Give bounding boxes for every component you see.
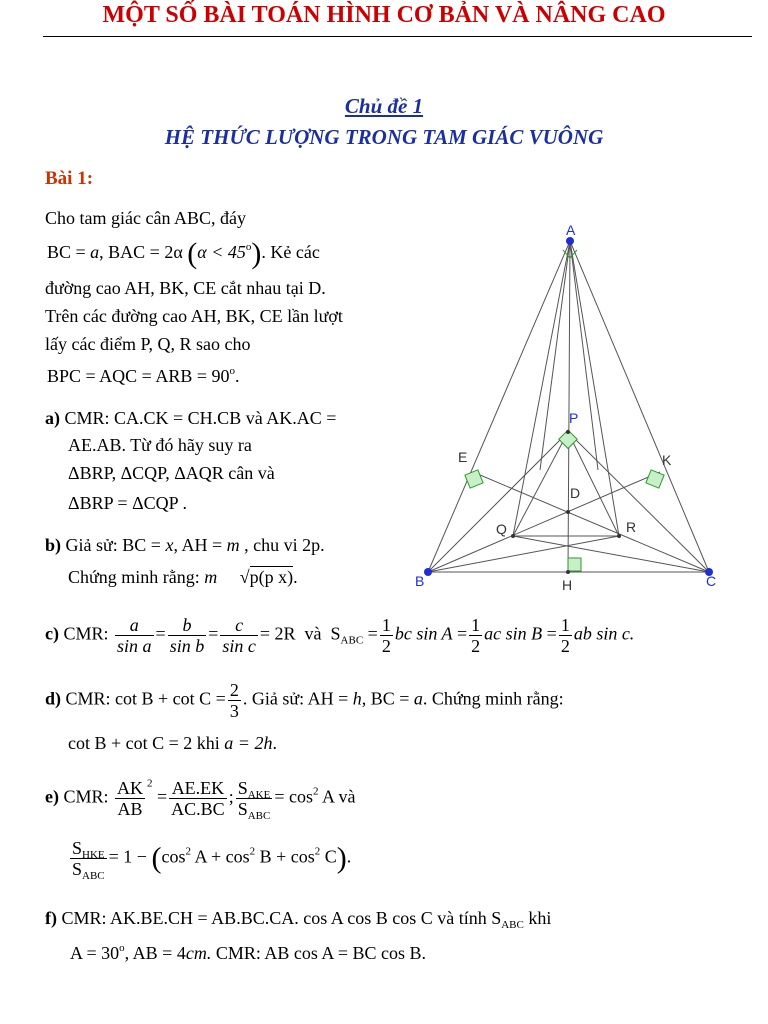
point-r bbox=[617, 534, 621, 538]
label-h: H bbox=[562, 577, 573, 593]
part-a-line-4: ΔBRP = ΔCQP . bbox=[68, 493, 188, 513]
intro-line-5: lấy các điểm P, Q, R sao cho bbox=[45, 334, 251, 354]
point-q bbox=[511, 534, 515, 538]
exercise-label: Bài 1: bbox=[45, 168, 94, 189]
triangle-figure bbox=[410, 220, 730, 595]
part-d-line-2: cot B + cot C = 2 khi a = 2h. bbox=[68, 733, 277, 753]
segment-br bbox=[428, 536, 619, 572]
label-c: C bbox=[706, 573, 717, 589]
part-a-line-1: a) CMR: CA.CK = CH.CB và AK.AC = bbox=[45, 408, 337, 428]
label-a: A bbox=[566, 222, 576, 238]
part-e-line-1: e) CMR: $\frac{AK}{AB}$ $^2$ = $\frac{AE.EK}{AC.BC}$ ; $\frac{S_{AKE}}{S_{ABC}}$ = $\cos^2 A$ và bbox=[45, 777, 356, 822]
segment-bp bbox=[428, 432, 568, 572]
header-divider bbox=[43, 36, 752, 37]
intro-line-3: đường cao AH, BK, CE cắt nhau tại D. bbox=[45, 278, 326, 298]
label-k: K bbox=[662, 452, 672, 468]
point-a bbox=[566, 237, 574, 245]
label-e: E bbox=[458, 449, 468, 465]
segment-rp bbox=[568, 432, 619, 536]
intro-line-6: BPC = AQC = ARB = $90^o$. bbox=[47, 365, 240, 386]
part-c-line: c) CMR: $\frac{a}{\text{sin a}}$ = $\frac{b}{\text{sin b}}$ = $\frac{c}{\text{sin c}}$ = 2R và $S_{ABC}$ = $\frac{1}{2}$ bc sin A = $\frac{1}{2}$ ac sin B = $\frac{1}{2}$ ab sin c. bbox=[45, 615, 635, 656]
document-title: MỘT SỐ BÀI TOÁN HÌNH CƠ BẢN VÀ NÂNG CAO bbox=[102, 2, 666, 28]
part-a-line-3: ΔBRP, ΔCQP, ΔAQR cân và bbox=[68, 463, 275, 483]
right-angle-k bbox=[646, 470, 664, 488]
part-b-line-2: Chứng minh rằng: m √p(p x). bbox=[68, 567, 298, 587]
segment-cq bbox=[513, 536, 709, 572]
topic-title: HỆ THỨC LƯỢNG TRONG TAM GIÁC VUÔNG bbox=[164, 125, 604, 149]
part-f-line-2: $A = 30^o$, AB = 4cm. CMR: AB cos A = BC cos B. bbox=[70, 942, 427, 963]
label-r: R bbox=[626, 519, 637, 535]
intro-line-1: Cho tam giác cân ABC, đáy bbox=[45, 208, 246, 228]
intro-line-2: BC = a, BAC = 2α $(\alpha < 45^o)$. Kẻ các bbox=[47, 236, 320, 270]
point-h bbox=[566, 570, 570, 574]
label-d: D bbox=[570, 485, 581, 501]
altitude-ah bbox=[568, 241, 570, 572]
segment-aq bbox=[513, 241, 570, 536]
right-angle-h bbox=[568, 558, 581, 571]
label-b: B bbox=[415, 573, 425, 589]
label-p: P bbox=[569, 410, 579, 426]
label-q: Q bbox=[496, 521, 507, 537]
intro-line-4: Trên các đường cao AH, BK, CE lần lượt bbox=[45, 306, 343, 326]
part-a-line-2: AE.AB. Từ đó hãy suy ra bbox=[68, 435, 252, 455]
point-b bbox=[424, 568, 432, 576]
part-b-line-1: b) Giả sử: BC = x, AH = m , chu vi 2p. bbox=[45, 535, 325, 555]
part-f-line-1: f) CMR: AK.BE.CH = AB.BC.CA. cos A cos B cos C và tính $S_{ABC}$ khi bbox=[45, 908, 552, 931]
right-angle-e bbox=[465, 470, 483, 488]
point-d bbox=[566, 510, 570, 514]
point-p bbox=[566, 430, 570, 434]
figure-lines bbox=[428, 241, 709, 572]
topic-label: Chủ đề 1 bbox=[344, 94, 424, 118]
part-e-line-2: $\frac{S_{HKE}}{S_{ABC}}$ = $1 - (\cos^2$ $A + \cos^2 B + \cos^2 C$). bbox=[72, 838, 352, 882]
segment-qp bbox=[513, 432, 568, 536]
part-d-line-1: d) CMR: cot B + cot C = $\frac{2}{3}$ . Giả sử: AH = h, BC = a. Chứng minh rằng: bbox=[45, 680, 564, 721]
